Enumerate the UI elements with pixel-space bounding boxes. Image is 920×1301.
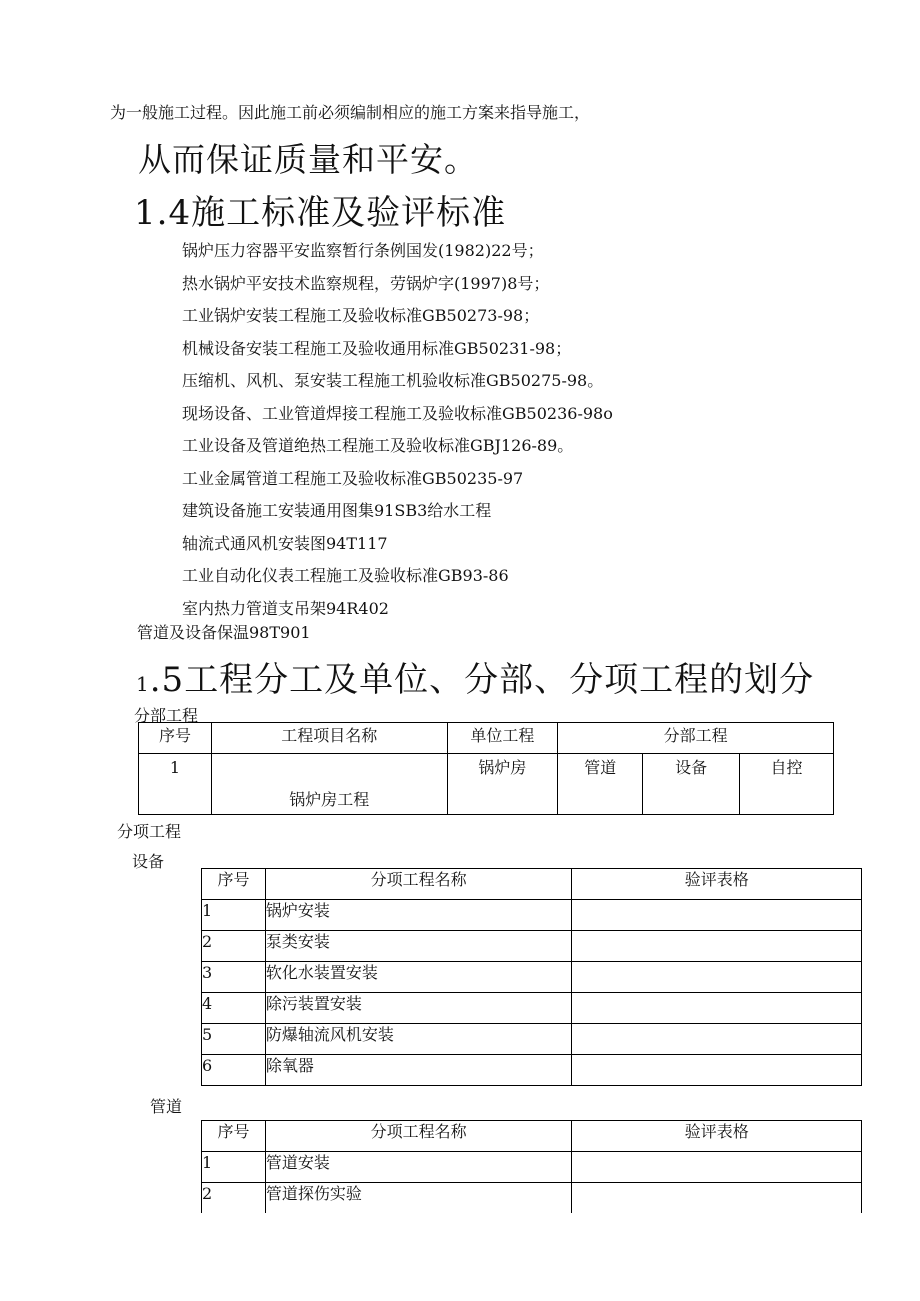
guandao-label: 管道 [150,1097,183,1116]
row-number: 2 [202,1183,266,1214]
item-name: 除氧器 [265,1055,572,1086]
standard-item: 轴流式通风机安装图94T117 [182,533,388,553]
unit-cell: 锅炉房 [447,754,558,815]
standard-item: 热水锅炉平安技术监察规程，劳锅炉字(1997)8号； [182,273,550,293]
form-cell [572,931,862,962]
table-row [202,993,862,1024]
header-cell: 分部工程 [558,723,834,754]
row-number: 1 [202,900,266,931]
header-cell: 验评表格 [572,869,862,900]
part-cell: 管道 [558,754,643,815]
section-number-a: 1 [136,672,150,696]
form-cell [572,962,862,993]
section-1-4-heading [134,185,506,234]
standard-item: 机械设备安装工程施工及验收通用标准GB50231-98； [182,338,572,358]
section-title: 施工标准及验评标准 [191,193,507,233]
header-cell: 分项工程名称 [265,869,572,900]
standard-item: 工业锅炉安装工程施工及验收标准GB50273-98； [182,306,540,325]
standard-item: 压缩机、风机、泵安装工程施工机验收标准GB50275-98。 [182,371,604,390]
table-row [202,962,862,993]
section-title: 工程分工及单位、分部、分项工程的划分 [184,660,815,700]
header-cell: 序号 [139,723,212,754]
table-row [202,1183,862,1214]
header-cell: 分项工程名称 [265,1121,572,1152]
section-number: 1.4 [134,193,192,233]
row-number: 2 [202,931,266,962]
row-number: 3 [202,962,266,993]
table-row [202,1024,862,1055]
table-row [202,1152,862,1183]
row-number: 1 [139,754,212,815]
item-name: 防爆轴流风机安装 [265,1024,572,1055]
header-cell: 验评表格 [572,1121,862,1152]
form-cell [572,1055,862,1086]
row-number: 5 [202,1024,266,1055]
header-cell: 序号 [202,1121,266,1152]
guandao-table [201,1120,862,1213]
item-name: 管道安装 [265,1152,572,1183]
section-number-b: .5 [149,660,185,700]
header-cell: 单位工程 [447,723,558,754]
table-header-row [139,723,834,754]
intro-paragraph: 为一般施工过程。因此施工前必须编制相应的施工方案来指导施工， [110,103,591,122]
form-cell [572,1152,862,1183]
item-name: 软化水装置安装 [265,962,572,993]
fenbu-table [138,722,834,815]
standard-item: 工业自动化仪表工程施工及验收标准GB93-86 [182,566,509,585]
form-cell [572,900,862,931]
header-cell: 序号 [202,869,266,900]
quality-safety-line: 从而保证质量和平安。 [138,140,478,179]
row-number: 1 [202,1152,266,1183]
section-1-5-heading [136,652,814,701]
fenbu-label: 分部工程 [134,706,199,725]
header-cell: 工程项目名称 [211,723,447,754]
standard-item: 室内热力管道支吊架94R402 [182,598,389,618]
form-cell [572,1183,862,1214]
item-name: 除污装置安装 [265,993,572,1024]
shebei-label: 设备 [132,852,165,871]
shebei-table [201,868,862,1086]
table-row [202,1055,862,1086]
form-cell [572,1024,862,1055]
form-cell [572,993,862,1024]
standard-item: 锅炉压力容器平安监察暂行条例国发(1982)22号； [182,241,544,260]
fenxiang-label: 分项工程 [117,822,182,841]
table-row [139,754,834,815]
table-header-row [202,1121,862,1152]
table-row [202,931,862,962]
standard-item: 建筑设备施工安装通用图集91SB3给水工程 [182,501,492,520]
table-header-row [202,869,862,900]
standard-item: 工业设备及管道绝热工程施工及验收标准GBJ126-89。 [182,436,574,455]
item-name: 泵类安装 [265,931,572,962]
table-row [202,900,862,931]
standard-item-extra: 管道及设备保温98T901 [137,623,311,642]
item-name: 管道探伤实验 [265,1183,572,1214]
standards-list [182,235,613,625]
item-name: 锅炉安装 [265,900,572,931]
row-number: 6 [202,1055,266,1086]
project-name-cell: 锅炉房工程 [211,754,447,815]
part-cell: 自控 [740,754,834,815]
row-number: 4 [202,993,266,1024]
standard-item: 现场设备、工业管道焊接工程施工及验收标准GB50236-98o [182,403,613,423]
standard-item: 工业金属管道工程施工及验收标准GB50235-97 [182,468,524,488]
part-cell: 设备 [643,754,740,815]
